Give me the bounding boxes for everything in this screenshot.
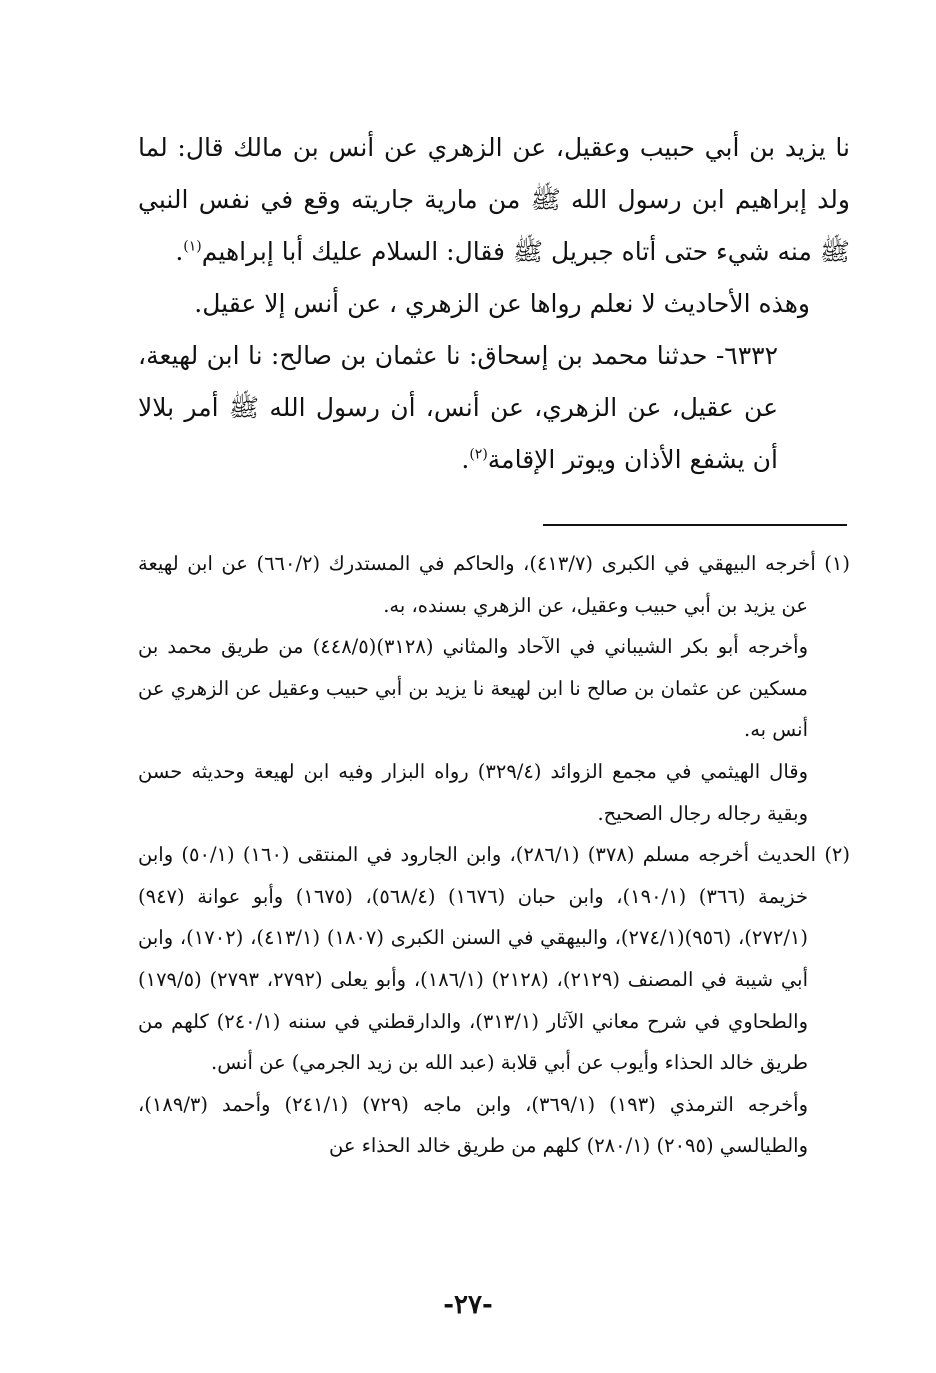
footnote-2-marker: (٢) xyxy=(824,843,851,867)
main-paragraph-2-text: وهذه الأحاديث لا نعلم رواها عن الزهري ، عن أنس إلا عقيل. xyxy=(194,289,810,318)
main-text xyxy=(138,122,850,486)
footnote-1 xyxy=(138,543,850,626)
main-paragraph-1 xyxy=(138,122,850,278)
main-paragraph-2 xyxy=(138,278,850,330)
main-paragraph-1-text: نا يزيد بن أبي حبيب وعقيل، عن الزهري عن أنس بن مالك قال: لما ولد إبراهيم ابن رسول الله ﷺ من مارية جاريته وقع في نفس النبي ﷺ منه شيء حتى أتاه جبريل ﷺ فقال: السلام عليك أبا إبراهيم xyxy=(138,133,850,266)
footnote-1-marker: (١) xyxy=(824,552,850,575)
footnote-2 xyxy=(138,834,850,1084)
footnote-ref-2: (٢) xyxy=(469,446,488,463)
main-paragraph-3-end: . xyxy=(461,445,470,474)
footnote-divider xyxy=(543,524,847,526)
main-paragraph-1-end: . xyxy=(175,237,184,266)
footnote-1-paragraph-3: وقال الهيثمي في مجمع الزوائد (٣٢٩/٤) رواه البزار وفيه ابن لهيعة وحديثه حسن وبقية رجاله رجال الصحيح. xyxy=(138,759,808,825)
footnotes xyxy=(138,543,850,1167)
footnote-1-paragraph-2: وأخرجه أبو بكر الشيباني في الآحاد والمثاني (٣١٢٨)(٤٤٨/٥) من طريق محمد بن مسكين عن عثمان بن صالح نا ابن لهيعة نا يزيد بن أبي حبيب وعقيل عن الزهري عن أنس به. xyxy=(138,635,808,742)
main-paragraph-3 xyxy=(138,330,850,486)
main-paragraph-3-text: ٦٣٣٢- حدثنا محمد بن إسحاق: نا عثمان بن صالح: نا ابن لهيعة، عن عقيل، عن الزهري، عن أنس، أن رسول الله ﷺ أمر بلالا أن يشفع الأذان ويوتر الإقامة xyxy=(138,341,778,474)
footnote-2-paragraph-2: وأخرجه الترمذي (١٩٣) (٣٦٩/١)، وابن ماجه (٧٢٩) (٢٤١/١) وأحمد (١٨٩/٣)، والطيالسي (٢٠٩٥) (٢٨٠/١) كلهم من طريق خالد الحذاء عن xyxy=(138,1092,809,1158)
footnote-ref-1: (١) xyxy=(183,238,202,255)
footnote-2-lead: الحديث أخرجه مسلم (٣٧٨) (٢٨٦/١)، وابن الجارود في المنتقى (١٦٠) (٥٠/١) وابن خزيمة (٣٦٦) (١٩٠/١)، وابن حبان (١٦٧٦) (٥٦٨/٤)، (١٦٧٥) وأبو عوانة (٩٤٧) (٢٧٢/١)، (٩٥٦)(٢٧٤/١)، والبيهقي في السنن الكبرى (١٨٠٧) (٤١٣/١)، (١٧٠٢)، وابن أبي شيبة في المصنف (٢١٢٩)، (٢١٢٨) (١٨٦/١)، وأبو يعلى (٢٧٩٢، ٢٧٩٣) (١٧٩/٥) والطحاوي في شرح معاني الآثار (٣١٣/١)، والدارقطني في سننه (٢٤٠/١) كلهم من طريق خالد الحذاء وأيوب عن أبي قلابة (عبد الله بن زيد الجرمي) عن أنس. xyxy=(138,843,817,1075)
page-number: -٢٧- xyxy=(443,1290,493,1320)
footnote-1-lead: أخرجه البيهقي في الكبرى (٤١٣/٧)، والحاكم في المستدرك (٦٦٠/٢) عن ابن لهيعة عن يزيد بن أبي حبيب وعقيل، عن الزهري بسنده، به. xyxy=(138,552,816,617)
